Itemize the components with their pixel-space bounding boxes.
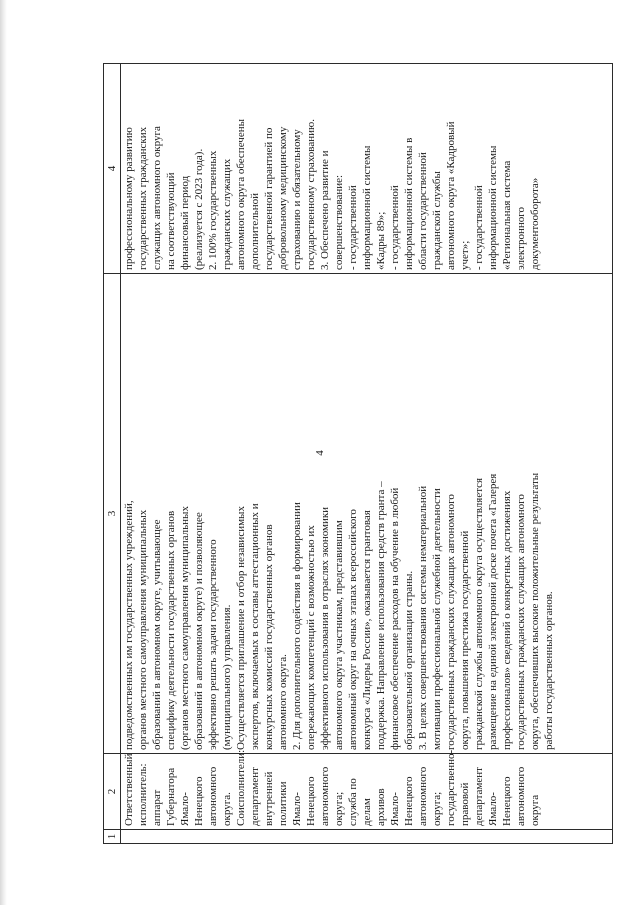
- table-header-row: [104, 64, 121, 844]
- program-table: [103, 63, 613, 844]
- cell-executors: [121, 749, 613, 830]
- rotated-table-container: [103, 64, 613, 844]
- cell-measures: [121, 274, 613, 754]
- cell-results: [121, 64, 613, 274]
- table-row: [121, 64, 613, 844]
- header-col-2: 2: [104, 754, 121, 830]
- results-text: профессиональному развитию государственных гражданских служащих автономного округа на соответствующий финансовый период (реализуется с 2023 года). 2. 100% государственных гражданских служащих автономного округа обеспечены дополнительной государственной гарантией по добровольному медицинскому страхованию и обязательному государственному страхованию. 3. Обеспечено развитие и совершенствование: - государственной информационной системы «Кадры 89»; - государственной информационной системы в области государственной гражданской службы автономного округа «Кадровый учет»; - государственной информационной системы «Региональная система электронного документооборота»: [123, 119, 541, 270]
- measures-text: подведомственных им государственных учреждений, органов местного самоуправления муниципальных образований в автономном округе, учитывающее специфику деятельности государственных органов (органов местного самоуправления муниципальных образований в автономном округе) и позволяющее эффективно решать задачи государственного (муниципального) управления. Осуществляется приглашение и отбор независимых экспертов, включаемых в составы аттестационных и конкурсных комиссий государственных органов автономного округа. 2. Для дополнительного содействия в формировании опережающих компетенций с возможностью их эффективного использования в отраслях экономики автономного округа участникам, представившим автономный округ на очных этапах всероссийского конкурса «Лидеры России», оказывается грантовая поддержка. Направление использования средств гранта – финансовое обеспечение расходов на обучение в любой образовательной организации страны. 3. В целях совершенствования системы нематериальной мотивации профессиональной служебной деятельности государственных гражданских служащих автономного округа, повышения престижа государственной гражданской службы автономного округа осуществляется размещение на единой электронной доске почета «Галерея профессионалов» сведений о конкретных достижениях государственных гражданских служащих автономного округа, обеспечивших высокие положительные результаты работы государственных органов.: [123, 472, 555, 750]
- executors-text: Ответственный исполнитель: аппарат Губернатора Ямало-Ненецкого автономного округа. Соисполнители: департамент внутренней политики Ямало- Ненецкого автономного округа; служба по делам архивов Ямало- Ненецкого автономного округа; государственно- правовой департамент Ямало-Ненецкого автономного округа: [123, 749, 541, 826]
- page-number: 4: [314, 450, 326, 456]
- header-col-1: 1: [104, 830, 121, 844]
- scan-edge-shadow: [0, 0, 7, 905]
- header-col-3: 3: [104, 274, 121, 754]
- cell-number: [121, 830, 613, 844]
- header-col-4: 4: [104, 64, 121, 274]
